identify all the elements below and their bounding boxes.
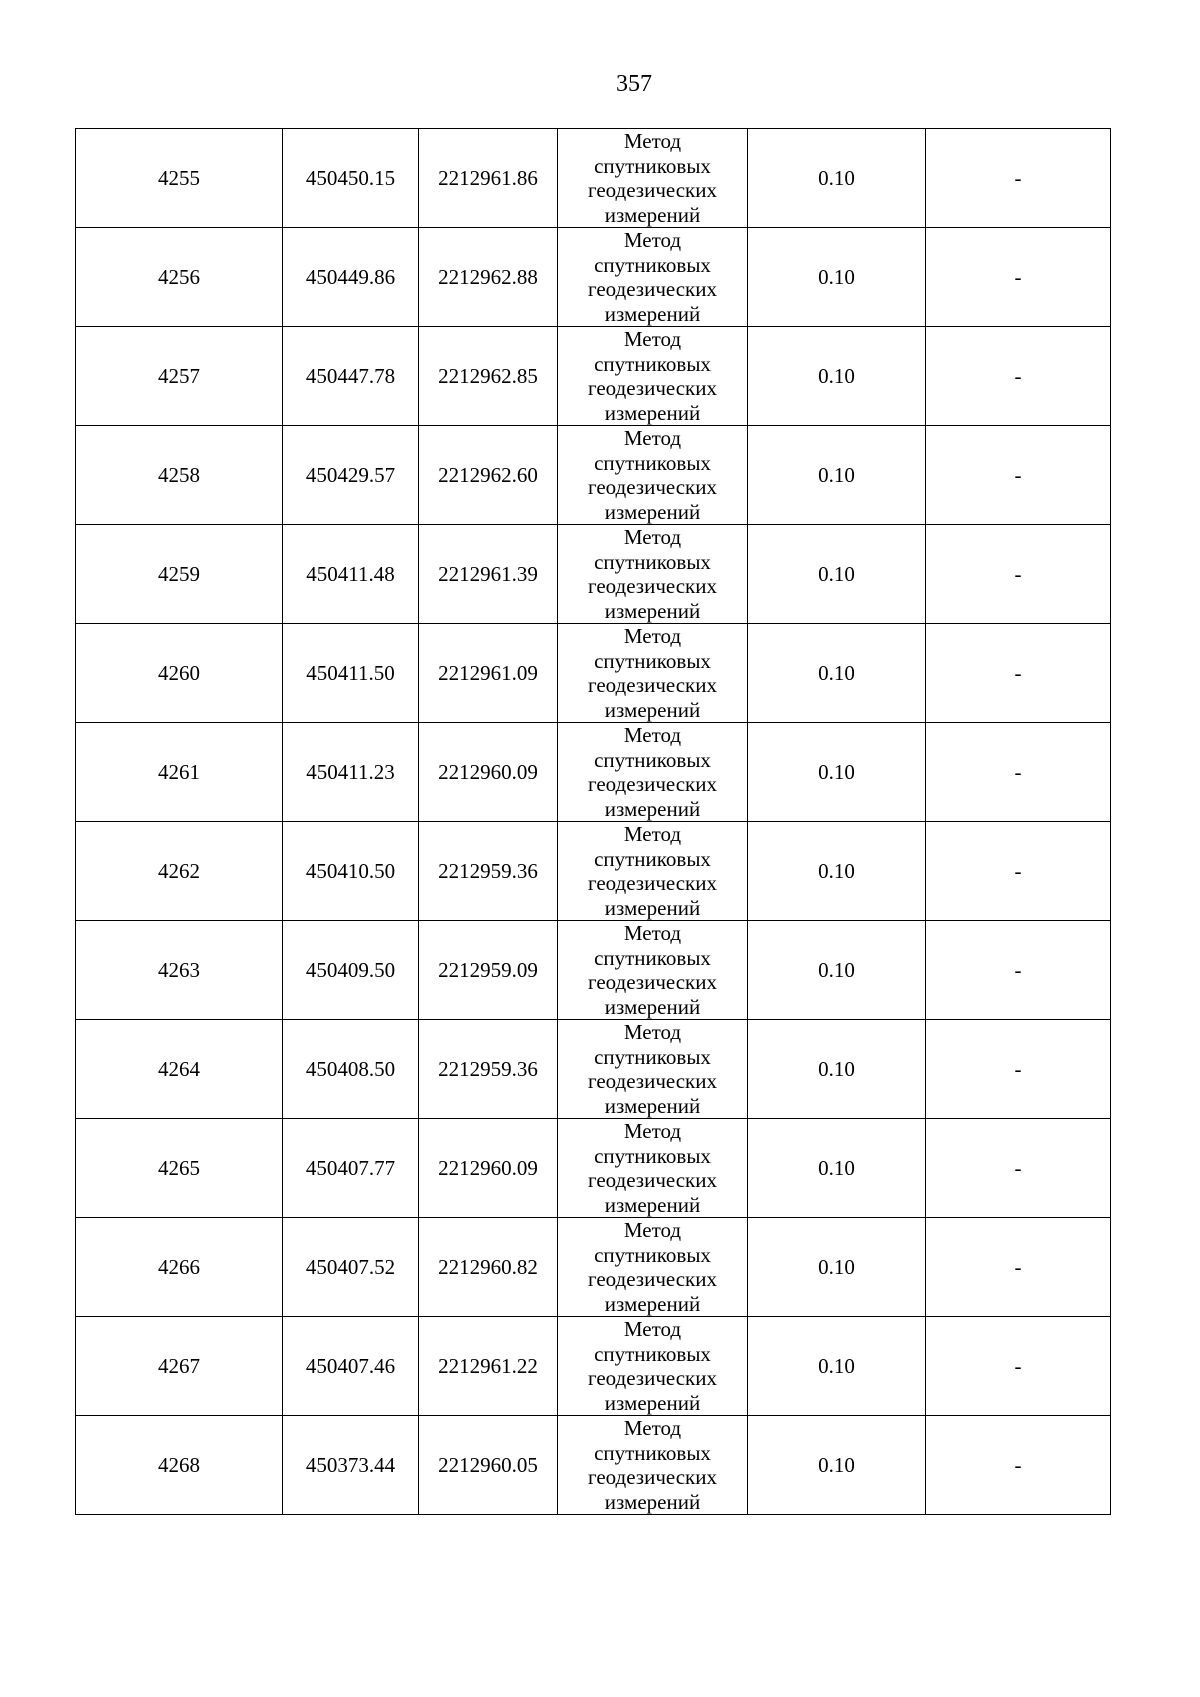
coordinate-x-cell: 450409.50 bbox=[283, 921, 419, 1020]
method-text-line: спутниковых bbox=[594, 846, 711, 871]
note-cell: - bbox=[926, 426, 1111, 525]
method-text-line: спутниковых bbox=[594, 945, 711, 970]
table-row bbox=[76, 822, 1111, 921]
table-row bbox=[76, 921, 1111, 1020]
method-cell bbox=[558, 624, 748, 723]
method-text-line: геодезических bbox=[587, 574, 717, 598]
method-text-line: измерений bbox=[604, 697, 701, 722]
accuracy-cell: 0.10 bbox=[748, 822, 926, 921]
coordinate-x-cell: 450411.48 bbox=[283, 525, 419, 624]
note-cell: - bbox=[926, 129, 1111, 228]
point-number-cell: 4264 bbox=[76, 1020, 283, 1119]
method-text-line: измерений bbox=[604, 1489, 701, 1514]
point-number-cell: 4256 bbox=[76, 228, 283, 327]
method-text-line: геодезических bbox=[587, 376, 717, 400]
coordinates-table bbox=[75, 128, 1111, 1515]
coordinate-x-cell: 450408.50 bbox=[283, 1020, 419, 1119]
point-number-cell: 4262 bbox=[76, 822, 283, 921]
coordinate-y-cell: 2212960.09 bbox=[419, 1119, 558, 1218]
method-cell bbox=[558, 1317, 748, 1416]
method-text-line: измерений bbox=[604, 1390, 701, 1415]
method-text-line: измерений bbox=[604, 895, 701, 920]
accuracy-cell: 0.10 bbox=[748, 1416, 926, 1515]
coordinate-y-cell: 2212961.86 bbox=[419, 129, 558, 228]
coordinate-y-cell: 2212962.60 bbox=[419, 426, 558, 525]
coordinate-x-cell: 450407.52 bbox=[283, 1218, 419, 1317]
coordinate-x-cell: 450410.50 bbox=[283, 822, 419, 921]
page-number: 357 bbox=[616, 71, 652, 97]
method-text-line: Метод bbox=[623, 129, 682, 153]
table-row bbox=[76, 1218, 1111, 1317]
note-cell: - bbox=[926, 525, 1111, 624]
method-text-line: измерений bbox=[604, 1192, 701, 1217]
point-number-cell: 4261 bbox=[76, 723, 283, 822]
coordinate-x-cell: 450373.44 bbox=[283, 1416, 419, 1515]
accuracy-cell: 0.10 bbox=[748, 327, 926, 426]
method-cell bbox=[558, 327, 748, 426]
method-text-line: Метод bbox=[623, 1416, 682, 1440]
coordinate-y-cell: 2212960.05 bbox=[419, 1416, 558, 1515]
method-text-line: геодезических bbox=[587, 1366, 717, 1390]
method-text-line: измерений bbox=[604, 1093, 701, 1118]
method-text-line: измерений bbox=[604, 499, 701, 524]
table-row bbox=[76, 1020, 1111, 1119]
table-row bbox=[76, 327, 1111, 426]
accuracy-cell: 0.10 bbox=[748, 1317, 926, 1416]
table-row bbox=[76, 228, 1111, 327]
method-text-line: измерений bbox=[604, 1291, 701, 1316]
method-text-line: Метод bbox=[623, 426, 682, 450]
method-cell bbox=[558, 426, 748, 525]
coordinates-table-body bbox=[76, 129, 1111, 1515]
table-row bbox=[76, 1119, 1111, 1218]
method-text-line: Метод bbox=[623, 822, 682, 846]
method-text-line: геодезических bbox=[587, 772, 717, 796]
method-cell bbox=[558, 921, 748, 1020]
method-text-line: измерений bbox=[604, 994, 701, 1019]
method-text-line: спутниковых bbox=[594, 549, 711, 574]
accuracy-cell: 0.10 bbox=[748, 525, 926, 624]
method-cell bbox=[558, 228, 748, 327]
method-text-line: спутниковых bbox=[594, 351, 711, 376]
method-text-line: спутниковых bbox=[594, 1044, 711, 1069]
method-cell bbox=[558, 1416, 748, 1515]
point-number-cell: 4268 bbox=[76, 1416, 283, 1515]
table-row bbox=[76, 525, 1111, 624]
accuracy-cell: 0.10 bbox=[748, 723, 926, 822]
method-text-line: Метод bbox=[623, 624, 682, 648]
method-text-line: геодезических bbox=[587, 1465, 717, 1489]
note-cell: - bbox=[926, 1218, 1111, 1317]
method-text-line: геодезических bbox=[587, 1267, 717, 1291]
coordinate-x-cell: 450411.23 bbox=[283, 723, 419, 822]
method-text-line: геодезических bbox=[587, 871, 717, 895]
method-text-line: Метод bbox=[623, 1119, 682, 1143]
table-row bbox=[76, 723, 1111, 822]
accuracy-cell: 0.10 bbox=[748, 129, 926, 228]
accuracy-cell: 0.10 bbox=[748, 426, 926, 525]
note-cell: - bbox=[926, 822, 1111, 921]
method-text-line: спутниковых bbox=[594, 1143, 711, 1168]
coordinate-y-cell: 2212962.88 bbox=[419, 228, 558, 327]
method-text-line: Метод bbox=[623, 228, 682, 252]
point-number-cell: 4258 bbox=[76, 426, 283, 525]
method-text-line: геодезических bbox=[587, 475, 717, 499]
note-cell: - bbox=[926, 624, 1111, 723]
method-text-line: Метод bbox=[623, 921, 682, 945]
coordinate-y-cell: 2212962.85 bbox=[419, 327, 558, 426]
method-text-line: геодезических bbox=[587, 673, 717, 697]
coordinate-x-cell: 450429.57 bbox=[283, 426, 419, 525]
method-text-line: геодезических bbox=[587, 1069, 717, 1093]
coordinate-y-cell: 2212961.09 bbox=[419, 624, 558, 723]
coordinate-x-cell: 450407.77 bbox=[283, 1119, 419, 1218]
table-row bbox=[76, 624, 1111, 723]
point-number-cell: 4267 bbox=[76, 1317, 283, 1416]
table-row bbox=[76, 129, 1111, 228]
method-text-line: измерений bbox=[604, 301, 701, 326]
method-cell bbox=[558, 525, 748, 624]
table-row bbox=[76, 1317, 1111, 1416]
method-text-line: спутниковых bbox=[594, 450, 711, 475]
note-cell: - bbox=[926, 327, 1111, 426]
accuracy-cell: 0.10 bbox=[748, 1020, 926, 1119]
method-text-line: спутниковых bbox=[594, 1440, 711, 1465]
note-cell: - bbox=[926, 723, 1111, 822]
method-text-line: Метод bbox=[623, 723, 682, 747]
coordinate-x-cell: 450447.78 bbox=[283, 327, 419, 426]
method-text-line: Метод bbox=[623, 525, 682, 549]
note-cell: - bbox=[926, 1416, 1111, 1515]
coordinate-x-cell: 450449.86 bbox=[283, 228, 419, 327]
point-number-cell: 4257 bbox=[76, 327, 283, 426]
point-number-cell: 4263 bbox=[76, 921, 283, 1020]
method-text-line: измерений bbox=[604, 400, 701, 425]
method-text-line: геодезических bbox=[587, 1168, 717, 1192]
note-cell: - bbox=[926, 1119, 1111, 1218]
method-cell bbox=[558, 129, 748, 228]
method-text-line: измерений bbox=[604, 202, 701, 227]
method-text-line: геодезических bbox=[587, 178, 717, 202]
method-text-line: Метод bbox=[623, 1020, 682, 1044]
coordinate-y-cell: 2212959.36 bbox=[419, 1020, 558, 1119]
method-cell bbox=[558, 822, 748, 921]
accuracy-cell: 0.10 bbox=[748, 921, 926, 1020]
point-number-cell: 4265 bbox=[76, 1119, 283, 1218]
method-text-line: геодезических bbox=[587, 277, 717, 301]
note-cell: - bbox=[926, 921, 1111, 1020]
table-row bbox=[76, 1416, 1111, 1515]
method-cell bbox=[558, 723, 748, 822]
coordinate-y-cell: 2212959.09 bbox=[419, 921, 558, 1020]
accuracy-cell: 0.10 bbox=[748, 1218, 926, 1317]
point-number-cell: 4255 bbox=[76, 129, 283, 228]
method-text-line: Метод bbox=[623, 327, 682, 351]
method-text-line: Метод bbox=[623, 1317, 682, 1341]
accuracy-cell: 0.10 bbox=[748, 1119, 926, 1218]
accuracy-cell: 0.10 bbox=[748, 228, 926, 327]
method-text-line: Метод bbox=[623, 1218, 682, 1242]
table-row bbox=[76, 426, 1111, 525]
method-text-line: измерений bbox=[604, 796, 701, 821]
method-cell bbox=[558, 1218, 748, 1317]
method-text-line: спутниковых bbox=[594, 252, 711, 277]
coordinate-x-cell: 450407.46 bbox=[283, 1317, 419, 1416]
method-text-line: спутниковых bbox=[594, 1341, 711, 1366]
method-text-line: спутниковых bbox=[594, 1242, 711, 1267]
coordinate-y-cell: 2212961.39 bbox=[419, 525, 558, 624]
coordinate-x-cell: 450450.15 bbox=[283, 129, 419, 228]
note-cell: - bbox=[926, 1317, 1111, 1416]
note-cell: - bbox=[926, 228, 1111, 327]
accuracy-cell: 0.10 bbox=[748, 624, 926, 723]
method-cell bbox=[558, 1119, 748, 1218]
coordinate-y-cell: 2212960.09 bbox=[419, 723, 558, 822]
point-number-cell: 4260 bbox=[76, 624, 283, 723]
point-number-cell: 4266 bbox=[76, 1218, 283, 1317]
note-cell: - bbox=[926, 1020, 1111, 1119]
method-cell bbox=[558, 1020, 748, 1119]
coordinate-y-cell: 2212960.82 bbox=[419, 1218, 558, 1317]
method-text-line: спутниковых bbox=[594, 648, 711, 673]
coordinate-x-cell: 450411.50 bbox=[283, 624, 419, 723]
point-number-cell: 4259 bbox=[76, 525, 283, 624]
coordinate-y-cell: 2212959.36 bbox=[419, 822, 558, 921]
method-text-line: геодезических bbox=[587, 970, 717, 994]
coordinate-y-cell: 2212961.22 bbox=[419, 1317, 558, 1416]
method-text-line: спутниковых bbox=[594, 153, 711, 178]
method-text-line: спутниковых bbox=[594, 747, 711, 772]
method-text-line: измерений bbox=[604, 598, 701, 623]
